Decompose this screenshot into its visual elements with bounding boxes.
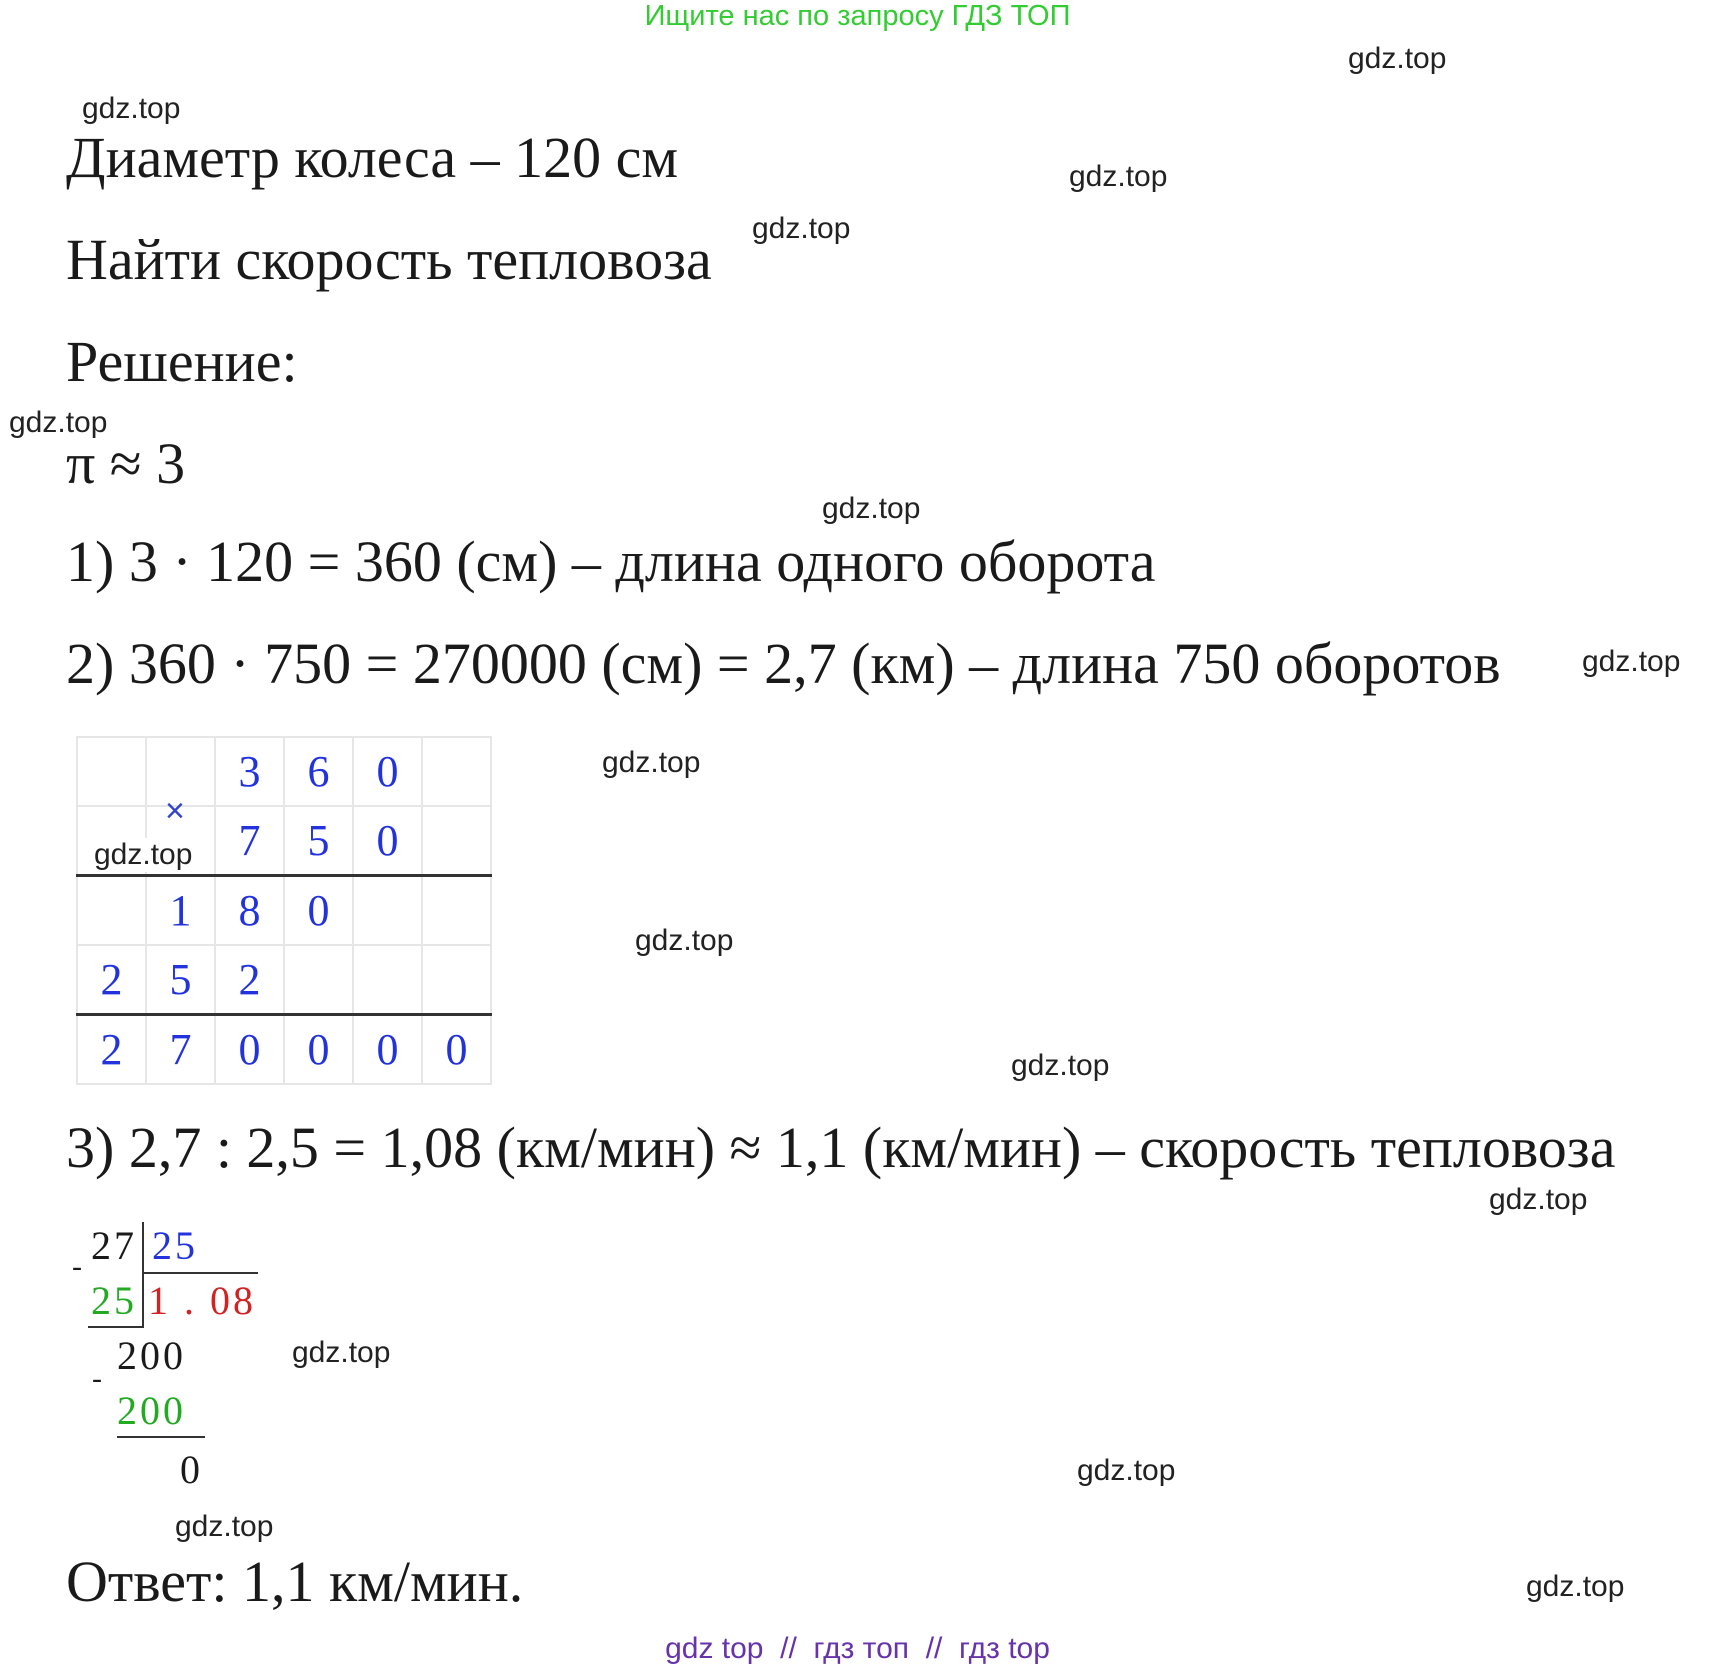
grid-cell [77,876,146,946]
grid-row [77,876,491,946]
grid-row [77,945,491,1015]
grid-cell: 0 [284,876,353,946]
grid-cell: 0 [284,1015,353,1085]
grid-cell: 1 [146,876,215,946]
grid-cell [284,945,353,1015]
watermark: gdz.top [1526,1570,1625,1603]
footer-links: gdz top // гдз топ // гдз top [665,1632,1050,1665]
division-minus-1: - [72,1250,85,1283]
watermark: gdz.top [94,838,193,871]
watermark: gdz.top [1011,1049,1110,1082]
step-3: 3) 2,7 : 2,5 = 1,08 (км/мин) ≈ 1,1 (км/мин) – скорость тепловоза [66,1115,1616,1180]
grid-row [77,737,491,806]
watermark: gdz.top [822,492,921,525]
grid-cell: 2 [215,945,284,1015]
watermark: gdz.top [1348,42,1447,75]
division-divisor: 25 [152,1223,198,1268]
grid-cell: 7 [146,1015,215,1085]
step-1: 1) 3 · 120 = 360 (см) – длина одного оборота [66,529,1156,594]
multiply-sign: × [165,792,185,830]
grid-cell: 5 [284,806,353,876]
watermark: gdz.top [82,92,181,125]
grid-cell: 8 [215,876,284,946]
watermark: gdz.top [602,746,701,779]
division-subtrahend-1: 25 [91,1278,137,1323]
grid-cell [422,737,491,806]
watermark: gdz.top [175,1510,274,1543]
watermark: gdz.top [292,1336,391,1369]
multiplication-grid [76,736,492,1085]
grid-cell: 6 [284,737,353,806]
division-dividend: 27 [91,1223,137,1268]
grid-cell: 0 [353,806,422,876]
solution-heading: Решение: [66,329,298,394]
watermark: gdz.top [1077,1454,1176,1487]
search-banner: Ищите нас по запросу ГДЗ ТОП [644,0,1071,32]
watermark: gdz.top [752,212,851,245]
grid-cell [422,806,491,876]
watermark: gdz.top [1069,160,1168,193]
grid-cell [77,737,146,806]
grid-cell: 0 [353,737,422,806]
grid-row [77,1015,491,1085]
step-2: 2) 360 · 750 = 270000 (см) = 2,7 (км) – длина 750 оборотов [66,631,1501,696]
watermark: gdz.top [1489,1183,1588,1216]
task-line: Найти скорость тепловоза [66,227,712,292]
grid-cell [422,876,491,946]
grid-cell: 2 [77,945,146,1015]
division-remainder-2: 0 [180,1447,203,1492]
grid-cell [353,945,422,1015]
grid-cell [422,945,491,1015]
division-vertical-bar [142,1222,144,1326]
grid-cell: 7 [215,806,284,876]
grid-cell: 3 [215,737,284,806]
grid-cell: 5 [146,945,215,1015]
division-rule-1 [88,1326,144,1328]
division-quotient: 1 . 08 [148,1278,256,1323]
grid-cell: 0 [215,1015,284,1085]
grid-cell: 0 [353,1015,422,1085]
grid-cell: 0 [422,1015,491,1085]
given-line: Диаметр колеса – 120 см [66,125,679,190]
division-rule-2 [117,1436,205,1438]
division-subtrahend-2: 200 [117,1388,186,1433]
grid-cell [353,876,422,946]
grid-cell: 2 [77,1015,146,1085]
watermark: gdz.top [1582,645,1681,678]
division-divisor-bar [142,1272,258,1274]
watermark: gdz.top [9,406,108,439]
division-minus-2: - [92,1362,105,1395]
division-remainder-1: 200 [117,1333,186,1378]
pi-approximation: π ≈ 3 [66,431,186,496]
answer-line: Ответ: 1,1 км/мин. [66,1549,524,1614]
watermark: gdz.top [635,924,734,957]
